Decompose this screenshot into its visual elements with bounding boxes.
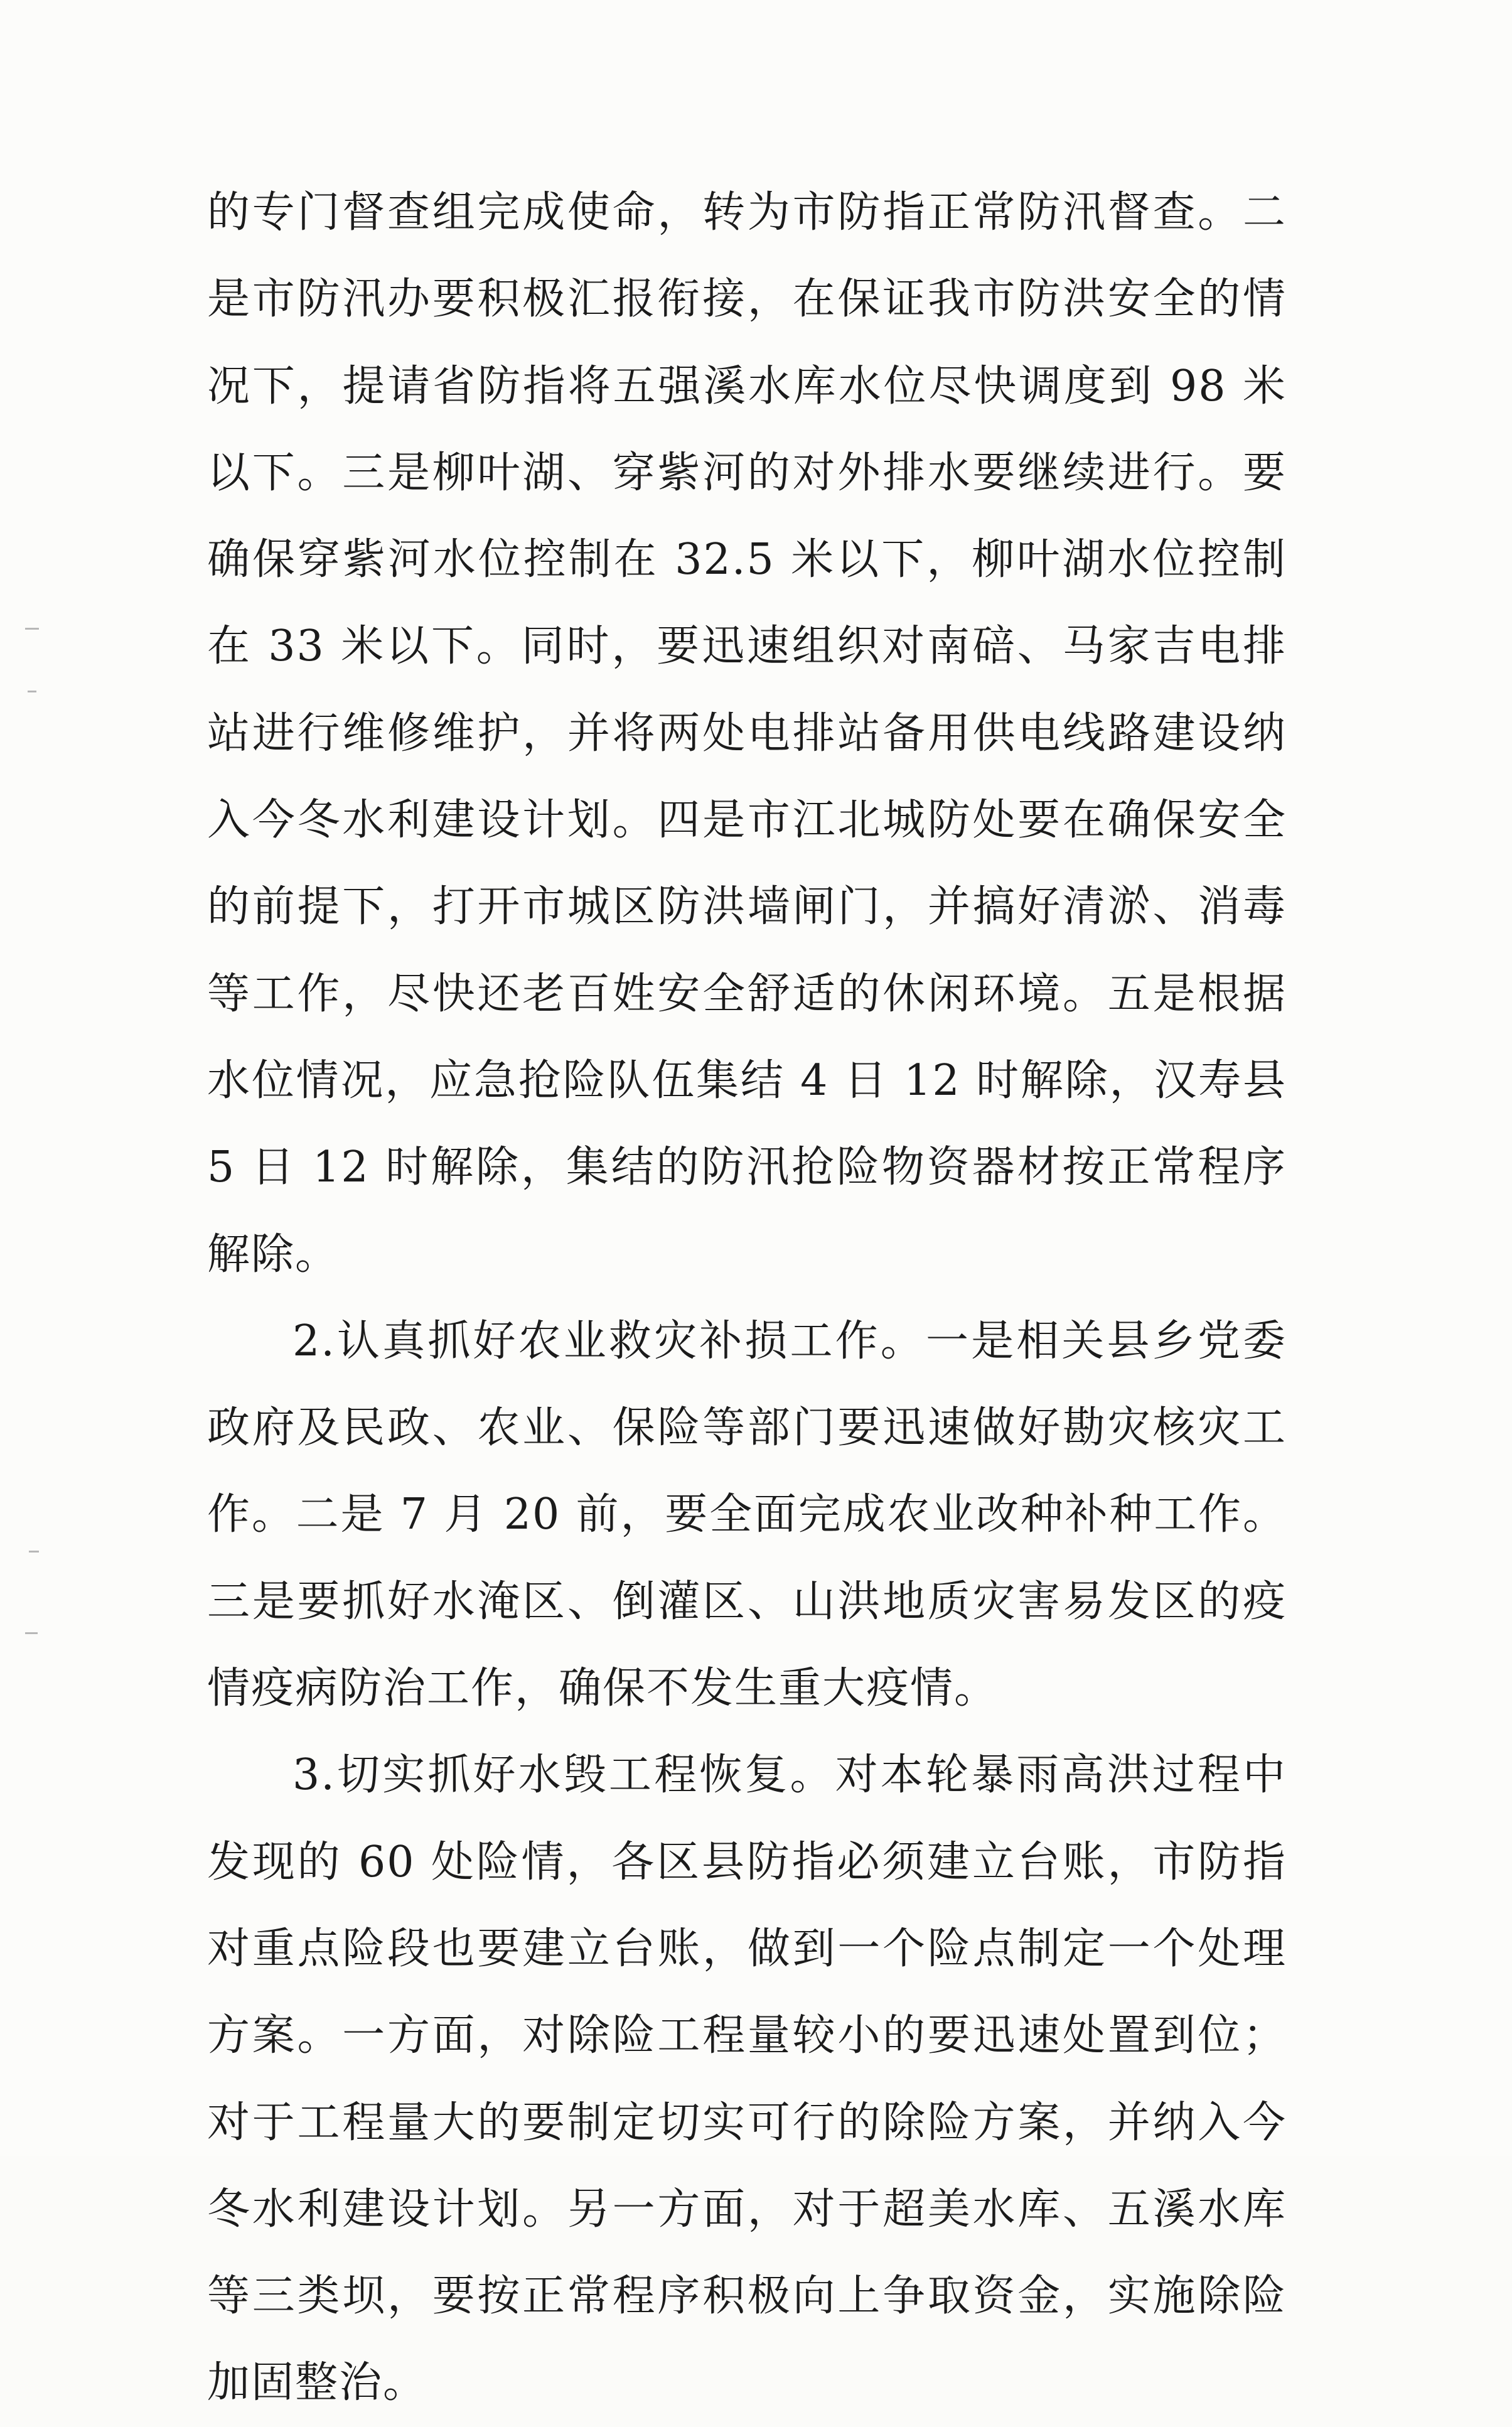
document-body [207,170,1287,2427]
scan-mark [25,628,39,630]
scan-mark [25,1632,38,1634]
paragraph: 的专门督查组完成使命，转为市防指正常防汛督查。二是市防汛办要积极汇报衔接，在保证我市防洪安全的情况下，提请省防指将五强溪水库水位尽快调度到 98 米以下。三是柳叶湖、穿紫河的对外排水要继续进行。要确保穿紫河水位控制在 32.5 米以下，柳叶湖水位控制在 33 米以下。同时，要迅速组织对南碚、马家吉电排站进行维修维护，并将两处电排站备用供电线路建设纳入今冬水利建设计划。四是市江北城防处要在确保安全的前提下，打开市城区防洪墙闸门，并搞好清淤、消毒等工作，尽快还老百姓安全舒适的休闲环境。五是根据水位情况，应急抢险队伍集结 4 日 12 时解除，汉寿县 5 日 12 时解除，集结的防汛抢险物资器材按正常程序解除。 [207,188,1287,1279]
scan-mark [28,691,36,692]
paragraph: 3.切实抓好水毁工程恢复。对本轮暴雨高洪过程中发现的 60 处险情，各区县防指必须建立台账，市防指对重点险段也要建立台账，做到一个险点制定一个处理方案。一方面，对除险工程量较小的要迅速处置到位；对于工程量大的要制定切实可行的除险方案，并纳入今冬水利建设计划。另一方面，对于超美水库、五溪水库等三类坝，要按正常程序积极向上争取资金，实施除险加固整治。 [207,1750,1287,2408]
paragraph: 2.认真抓好农业救灾补损工作。一是相关县乡党委政府及民政、农业、保险等部门要迅速做好勘灾核灾工作。二是 7 月 20 前，要全面完成农业改种补种工作。三是要抓好水淹区、倒灌区、山洪地质灾害易发区的疫情疫病防治工作，确保不发生重大疫情。 [207,1316,1287,1714]
scan-mark [29,1551,39,1553]
